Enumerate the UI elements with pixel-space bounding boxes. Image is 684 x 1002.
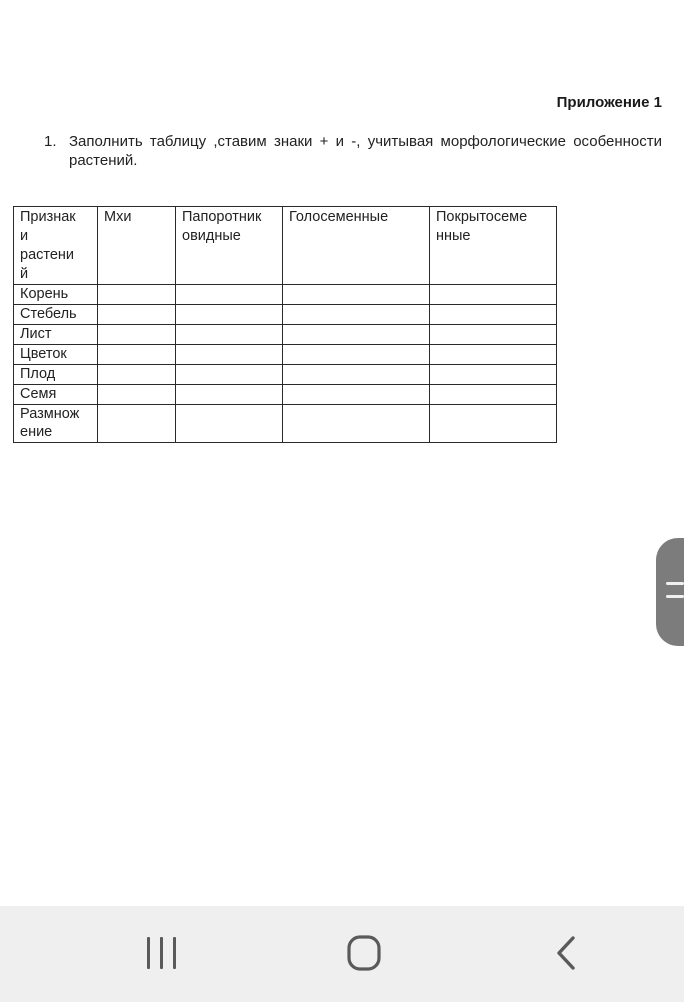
- table-cell[interactable]: [176, 365, 283, 385]
- table-cell[interactable]: [98, 345, 176, 365]
- table-row: [14, 325, 557, 345]
- header-line: и: [20, 228, 29, 244]
- table-cell[interactable]: [283, 405, 430, 443]
- table-cell[interactable]: [176, 325, 283, 345]
- back-button[interactable]: [544, 934, 588, 978]
- table-cell[interactable]: [283, 385, 430, 405]
- header-line: растени: [20, 247, 75, 263]
- table-row: [14, 365, 557, 385]
- header-cell-ferns: [176, 207, 283, 285]
- table-cell[interactable]: [430, 305, 557, 325]
- header-line: Мхи: [104, 209, 132, 225]
- table-cell[interactable]: [176, 285, 283, 305]
- row-label: [14, 405, 98, 443]
- recents-icon: [140, 934, 184, 978]
- table-cell[interactable]: [176, 345, 283, 365]
- row-label: Стебель: [14, 305, 98, 325]
- header-line: Признак: [20, 209, 76, 225]
- row-label: Лист: [14, 325, 98, 345]
- table-cell[interactable]: [430, 405, 557, 443]
- table-cell[interactable]: [98, 305, 176, 325]
- table-cell[interactable]: [283, 285, 430, 305]
- row-label-line: ение: [20, 424, 53, 440]
- table-cell[interactable]: [176, 305, 283, 325]
- back-icon: [544, 934, 588, 978]
- table-cell[interactable]: [283, 345, 430, 365]
- task-number: 1.: [44, 133, 57, 150]
- table-cell[interactable]: [430, 365, 557, 385]
- row-label-line: Размнож: [20, 406, 80, 422]
- table-header-row: [14, 207, 557, 285]
- table-cell[interactable]: [98, 285, 176, 305]
- header-line: овидные: [182, 228, 241, 244]
- table-row: [14, 405, 557, 443]
- table-cell[interactable]: [98, 365, 176, 385]
- header-cell-mosses: [98, 207, 176, 285]
- table-row: [14, 385, 557, 405]
- side-panel-handle[interactable]: [656, 538, 684, 646]
- row-label: Корень: [14, 285, 98, 305]
- header-line: Папоротник: [182, 209, 262, 225]
- home-icon: [342, 934, 386, 978]
- table-cell[interactable]: [430, 325, 557, 345]
- header-line: Покрытосеме: [436, 209, 528, 225]
- table-cell[interactable]: [430, 385, 557, 405]
- table-cell[interactable]: [98, 385, 176, 405]
- header-cell-traits: [14, 207, 98, 285]
- row-label: Семя: [14, 385, 98, 405]
- header-cell-angiosperms: [430, 207, 557, 285]
- recents-button[interactable]: [140, 934, 184, 978]
- row-label: Плод: [14, 365, 98, 385]
- table-cell[interactable]: [176, 405, 283, 443]
- system-navigation-bar: [0, 906, 684, 1002]
- header-cell-gymnosperms: [283, 207, 430, 285]
- task-item: [44, 132, 662, 170]
- table-cell[interactable]: [176, 385, 283, 405]
- table-cell[interactable]: [430, 285, 557, 305]
- home-button[interactable]: [342, 934, 386, 978]
- table-cell[interactable]: [283, 325, 430, 345]
- table-cell[interactable]: [283, 365, 430, 385]
- plant-traits-table: [13, 206, 557, 443]
- header-line: нные: [436, 228, 471, 244]
- task-text: Заполнить таблицу ,ставим знаки + и -, учитывая морфологические особенности растений.: [69, 133, 662, 169]
- table-cell[interactable]: [98, 405, 176, 443]
- appendix-title: Приложение 1: [556, 94, 662, 111]
- row-label: Цветок: [14, 345, 98, 365]
- table-cell[interactable]: [283, 305, 430, 325]
- header-line: Голосеменные: [289, 209, 389, 225]
- table-row: [14, 285, 557, 305]
- table-row: [14, 305, 557, 325]
- header-line: й: [20, 266, 29, 282]
- table-cell[interactable]: [430, 345, 557, 365]
- table-cell[interactable]: [98, 325, 176, 345]
- table-row: [14, 345, 557, 365]
